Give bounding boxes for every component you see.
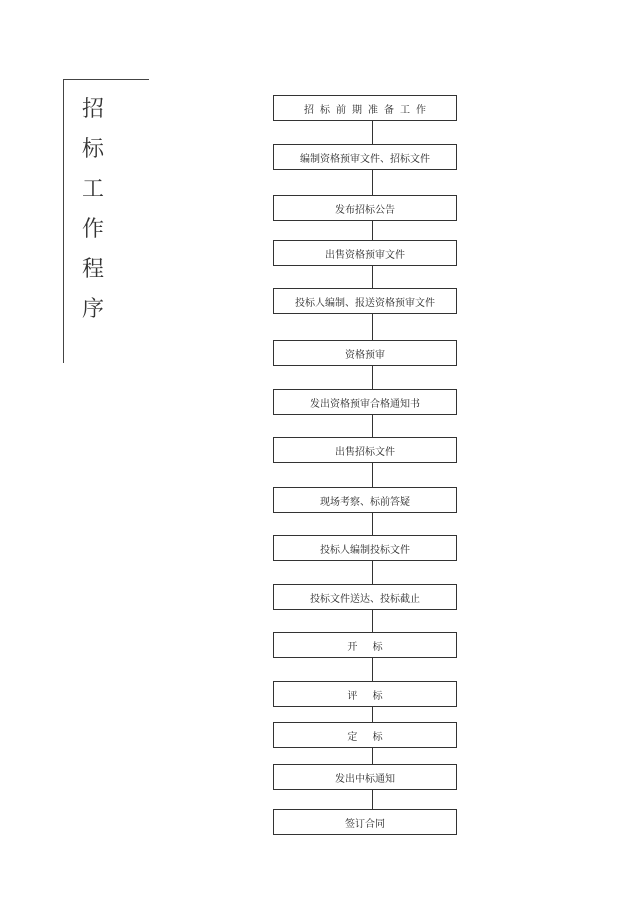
flow-connector	[372, 748, 373, 764]
flow-step: 投标文件送达、投标截止	[273, 584, 457, 610]
flow-connector	[372, 658, 373, 681]
title-char: 招	[81, 97, 104, 122]
flow-connector	[372, 366, 373, 389]
flow-step: 开 标	[273, 632, 457, 658]
title-char: 工	[81, 177, 104, 202]
flow-connector	[372, 707, 373, 722]
flow-connector	[372, 463, 373, 487]
flow-step: 资格预审	[273, 340, 457, 366]
title-char: 序	[81, 297, 104, 322]
flow-step: 编制资格预审文件、招标文件	[273, 144, 457, 170]
flow-step: 发出中标通知	[273, 764, 457, 790]
flow-connector	[372, 221, 373, 240]
flow-step: 评 标	[273, 681, 457, 707]
flow-connector	[372, 314, 373, 340]
flow-step: 出售资格预审文件	[273, 240, 457, 266]
flow-step: 发出资格预审合格通知书	[273, 389, 457, 415]
flow-step: 投标人编制投标文件	[273, 535, 457, 561]
flow-step: 投标人编制、报送资格预审文件	[273, 288, 457, 314]
flow-step: 招标前期准备工作	[273, 95, 457, 121]
flow-step: 发布招标公告	[273, 195, 457, 221]
title-char: 程	[81, 257, 104, 282]
flow-step: 出售招标文件	[273, 437, 457, 463]
flow-connector	[372, 610, 373, 632]
flow-step: 签订合同	[273, 809, 457, 835]
flow-connector	[372, 266, 373, 288]
flow-step: 定 标	[273, 722, 457, 748]
title-char: 作	[81, 217, 104, 242]
flow-step: 现场考察、标前答疑	[273, 487, 457, 513]
flow-connector	[372, 415, 373, 437]
flow-connector	[372, 561, 373, 584]
flow-connector	[372, 513, 373, 535]
title-char: 标	[81, 137, 104, 162]
flow-connector	[372, 121, 373, 144]
flow-connector	[372, 790, 373, 809]
flow-connector	[372, 170, 373, 195]
